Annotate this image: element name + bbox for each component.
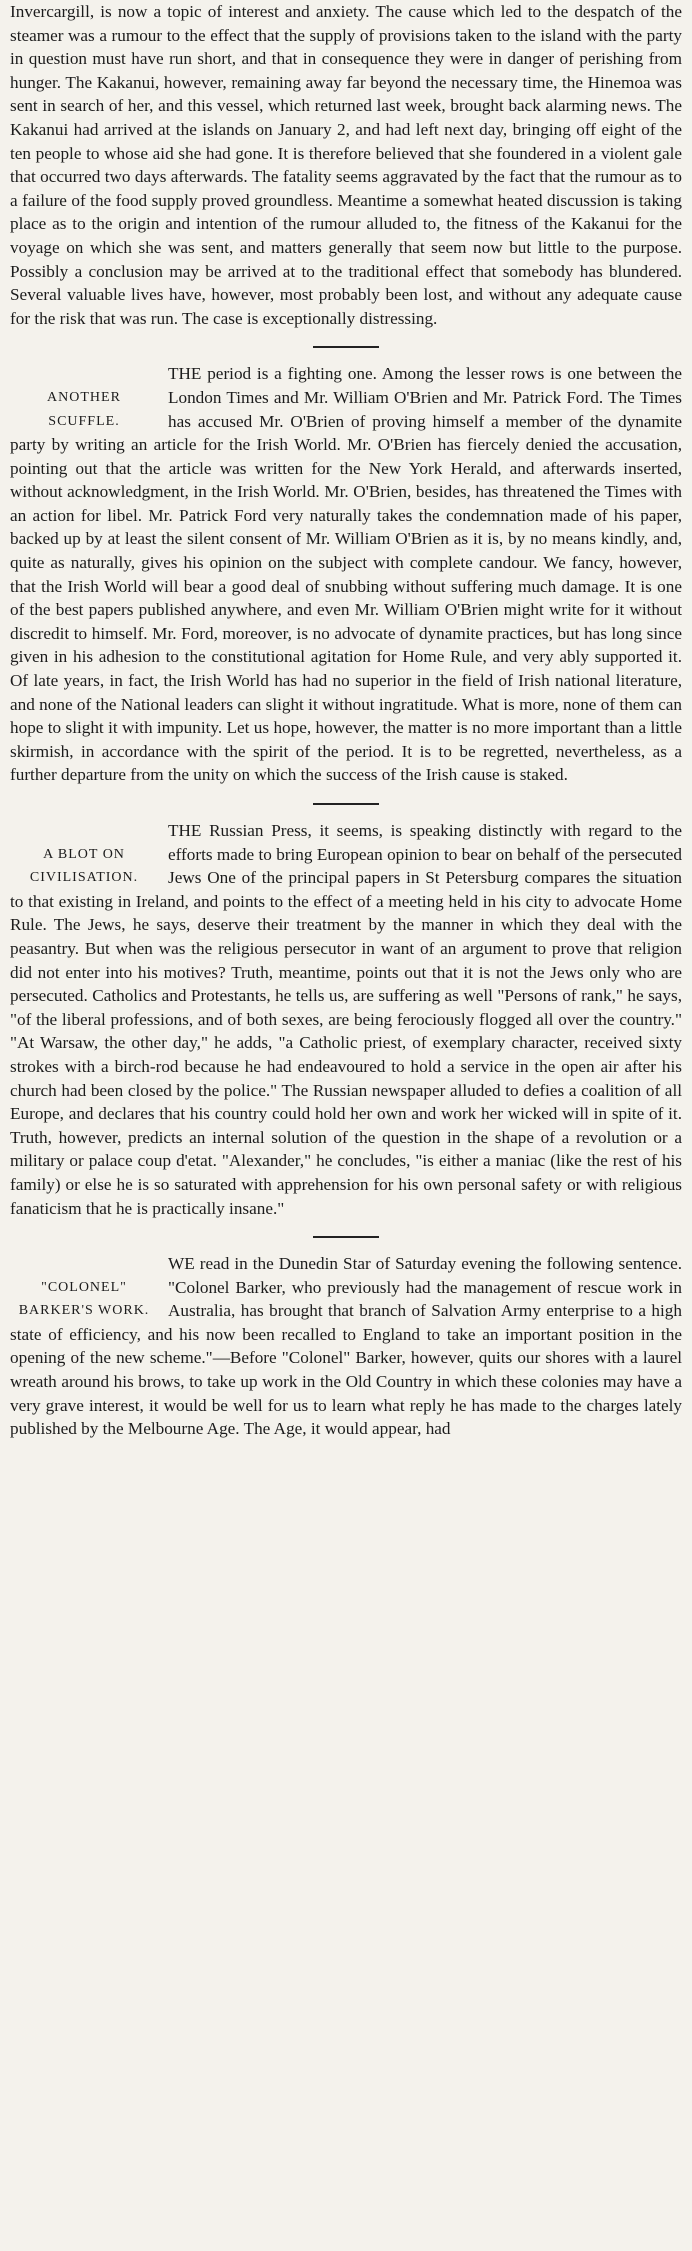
section-divider xyxy=(10,787,682,819)
lead-word: THE xyxy=(168,364,202,384)
side-heading xyxy=(10,819,158,890)
article-blot-on-civilisation xyxy=(10,819,682,1220)
article-another-scuffle xyxy=(10,362,682,787)
lead-word: THE xyxy=(168,821,202,840)
article-text: read in the Dunedin Star of Saturday evening the following sentence. "Colonel Barker, who previously had the management of rescue work in Australia, has brought that branch of Salvation Army enterprise to a high state of efficiency, and his now been recalled to England to take an important position in the opening of the new scheme."—Before "Colonel" Barker, however, quits our shores with a laurel wreath around his brows, to take up work in the Old Country in which these colonies may have a very grave interest, it would be well for us to learn what reply he has made to the charges lately published by the Melbourne Age. The Age, it would appear, had xyxy=(10,1254,682,1439)
side-heading-line: ANOTHER xyxy=(47,389,121,405)
section-divider xyxy=(10,330,682,362)
side-heading-line: "COLONEL" xyxy=(41,1279,127,1295)
side-heading-line: CIVILISATION. xyxy=(29,870,139,886)
article-text: Russian Press, it seems, is speaking distinctly with regard to the efforts made to bring European opinion to bear on behalf of the persecuted Jews One of the principal papers in St Petersburg compares the situation to that existing in Ireland, and points to the effect of a meeting held in his city to advocate Home Rule. The Jews, he says, deserve their treatment by the manner in which they deal with the peasantry. But when was the religious persecutor in want of an argument to prove that religion did not enter into his motives? Truth, meantime, points out that it is not the Jews only who are persecuted. Catholics and Protestants, he tells us, are suffering as well "Persons of rank," he says, "of the liberal professions, and of both sexes, are being ferociously flogged all over the country." "At Warsaw, the other day," he adds, "a Catholic priest, of exemplary character, received sixty strokes with a birch-rod because he had endeavoured to hold a service in the open air after his church had been closed by the police." The Russian newspaper alluded to defies a coalition of all Europe, and declares that his country could hold her own and work her wicked will in spite of it. Truth, however, predicts an internal solution of the question in the shape of a revolution or a military or palace coup d'etat. "Alexander," he concludes, "is either a maniac (like the rest of his family) or else he is so saturated with apprehension for his own personal safety or with religious fanaticism that he is practically insane." xyxy=(10,821,682,1218)
section-divider xyxy=(10,1220,682,1252)
side-heading xyxy=(10,1252,158,1323)
side-heading xyxy=(10,362,158,433)
article-text: period is a fighting one. Among the lesser rows is one between the London Times and Mr. William O'Brien and Mr. Patrick Ford. The Times has accused Mr. O'Brien of proving himself a member of the dynamite party by writing an article for the Irish World. Mr. O'Brien has fiercely denied the accusation, pointing out that the article was written for the New York Herald, and afterwards inserted, without acknowledgment, in the Irish World. Mr. O'Brien, besides, has threatened the Times with an action for libel. Mr. Patrick Ford very naturally takes the condemnation made of his paper, backed up by at least the silent consent of Mr. William O'Brien as it is, by no means kindly, and, quite as naturally, gives his opinion on the subject with complete candour. We fancy, however, that the Irish World will bear a good deal of snubbing without suffering much damage. It is one of the best papers published anywhere, and even Mr. William O'Brien might write for it without discredit to himself. Mr. Ford, moreover, is no advocate of dynamite practices, but has long since given in his adhesion to the constitutional agitation for Home Rule, and very ably supported it. Of late years, in fact, the Irish World has had no superior in the field of Irish national literature, and none of the National leaders can slight it without ingratitude. What is more, none of them can hope to slight it with impunity. Let us hope, however, the matter is no more important than a little skirmish, in accordance with the spirit of the period. It is to be regretted, nevertheless, as a further departure from the unity on which the success of the Irish cause is staked. xyxy=(10,364,682,785)
side-heading-line: SCUFFLE. xyxy=(48,413,120,429)
article-colonel-barker xyxy=(10,1252,682,1441)
article-kakanui xyxy=(10,0,682,330)
article-body: Invercargill, is now a topic of interest and anxiety. The cause which led to the despatch of the steamer was a rumour to the effect that the supply of provisions taken to the island with the party in question must have run short, and that in consequence they were in danger of perishing from hunger. The Kakanui, however, remaining away far beyond the necessary time, the Hinemoa was sent in search of her, and this vessel, which returned last week, brought back alarming news. The Kakanui had arrived at the islands on January 2, and had left next day, bringing off eight of the ten people to whose aid she had gone. It is therefore believed that she foundered in a violent gale that occurred two days afterwards. The fatality seems aggravated by the fact that the rumour as to a failure of the food supply proved groundless. Meantime a somewhat heated discussion is taking place as to the origin and intention of the rumour alluded to, the fitness of the Kakanui for the voyage on which she was sent, and matters generally that seem now but little to the purpose. Possibly a conclusion may be arrived at to the traditional effect that somebody has blundered. Several valuable lives have, however, most probably been lost, and without any adequate cause for the risk that was run. The case is exceptionally distressing. xyxy=(10,2,682,328)
side-heading-line: BARKER'S WORK. xyxy=(18,1303,150,1319)
lead-word: WE xyxy=(168,1254,195,1274)
side-heading-line: A BLOT ON xyxy=(43,846,125,862)
